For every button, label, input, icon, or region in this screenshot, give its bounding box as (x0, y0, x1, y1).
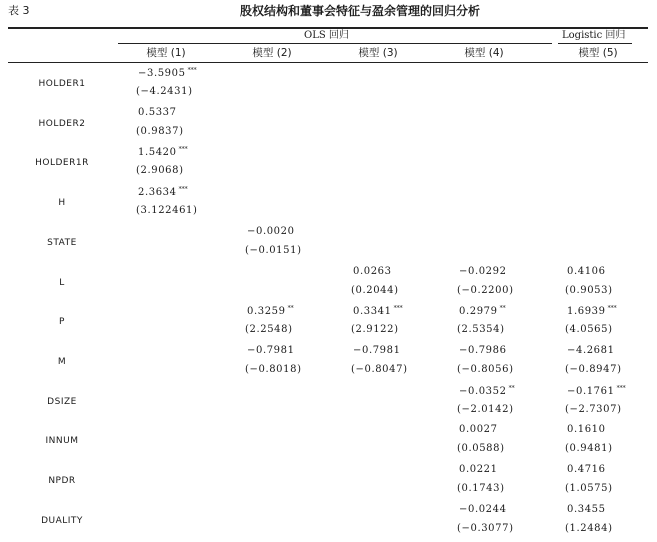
t-statistic-value: (2.5354) (457, 324, 505, 336)
t-statistic-value: (−2.0142) (457, 403, 514, 415)
logistic-group-rule (558, 43, 632, 44)
variable-label: HOLDER2 (38, 118, 86, 129)
t-statistic-value: (−0.8047) (351, 363, 408, 375)
coefficient-value: −0.7981 (353, 344, 401, 356)
significance-stars: ** (499, 305, 506, 313)
t-statistic-value: (−0.8056) (457, 363, 514, 375)
variable-label: INNUM (45, 436, 79, 447)
t-statistic-value: (3.122461) (136, 205, 198, 217)
t-statistic-value: (−2.7307) (565, 403, 622, 415)
t-statistic-value: (0.9837) (136, 125, 184, 137)
t-statistic-value: (−0.2200) (457, 284, 514, 296)
coefficient-value: −0.7986 (459, 344, 507, 356)
coefficient-value: 0.0027 (459, 424, 498, 436)
coefficient-value: −0.1761 *** (567, 384, 626, 397)
coefficient-value: 1.6939 *** (567, 305, 617, 318)
coefficient-value: −0.0352 ** (459, 384, 515, 397)
column-header-3: 模型 (3) (358, 47, 398, 59)
significance-stars: ** (508, 384, 515, 392)
table-number: 表 3 (8, 4, 30, 17)
variable-label: DSIZE (47, 396, 77, 407)
coefficient-value: −4.2681 (567, 344, 615, 356)
variable-label: NPDR (48, 476, 76, 486)
t-statistic-value: (4.0565) (565, 324, 613, 336)
table-title: 股权结构和董事会特征与盈余管理的回归分析 (240, 4, 481, 18)
top-rule (8, 27, 648, 29)
t-statistic-value: (−0.8947) (565, 363, 622, 375)
significance-stars: *** (616, 384, 626, 392)
t-statistic-value: (0.0588) (457, 443, 505, 455)
significance-stars: *** (178, 186, 188, 194)
coefficient-value: 0.1610 (567, 424, 606, 436)
coefficient-value: −0.0244 (459, 503, 507, 515)
significance-stars: *** (178, 146, 188, 154)
column-header-2: 模型 (2) (252, 47, 292, 59)
coefficient-value: 0.5337 (138, 106, 177, 118)
t-statistic-value: (2.9122) (351, 324, 399, 336)
t-statistic-value: (2.9068) (136, 165, 184, 177)
coefficient-value: 0.3341 *** (353, 305, 403, 318)
variable-label: DUALITY (41, 515, 83, 526)
coefficient-value: 0.0221 (459, 464, 498, 475)
coefficient-value: −0.0020 (247, 225, 295, 237)
column-header-5: 模型 (5) (578, 47, 618, 59)
significance-stars: *** (187, 67, 197, 74)
column-header-4: 模型 (4) (464, 47, 504, 59)
coefficient-value: 0.4106 (567, 265, 606, 277)
coefficient-value: −3.5905 *** (138, 67, 197, 79)
t-statistic-value: (1.2484) (565, 522, 613, 534)
logistic-group-label: Logistic 回归 (562, 30, 626, 41)
coefficient-value: 0.4716 (567, 464, 606, 475)
t-statistic-value: (1.0575) (565, 483, 613, 494)
variable-label: HOLDER1 (38, 79, 86, 89)
variable-label: H (58, 198, 66, 209)
coefficient-value: −0.7981 (247, 344, 295, 356)
significance-stars: ** (287, 305, 294, 313)
t-statistic-value: (−4.2431) (136, 86, 193, 97)
variable-label: M (57, 356, 67, 367)
t-statistic-value: (0.9053) (565, 284, 613, 296)
coefficient-value: 0.3259 ** (247, 305, 294, 318)
significance-stars: *** (607, 305, 617, 313)
variable-label: HOLDER1R (35, 158, 89, 169)
coefficient-value: 0.0263 (353, 265, 392, 277)
coefficient-value: 0.2979 ** (459, 305, 506, 318)
column-header-1: 模型 (1) (146, 47, 186, 59)
t-statistic-value: (0.2044) (351, 284, 399, 296)
t-statistic-value: (−0.0151) (245, 244, 302, 256)
coefficient-value: 2.3634 *** (138, 186, 188, 199)
coefficient-value: −0.0292 (459, 265, 507, 277)
ols-group-label: OLS 回归 (304, 30, 349, 41)
t-statistic-value: (−0.8018) (245, 363, 302, 375)
header-rule (8, 62, 648, 63)
variable-label: STATE (47, 237, 77, 248)
ols-group-rule (118, 43, 552, 44)
t-statistic-value: (2.2548) (245, 324, 293, 336)
t-statistic-value: (0.9481) (565, 443, 613, 455)
t-statistic-value: (−0.3077) (457, 522, 514, 534)
variable-label: P (59, 317, 65, 328)
significance-stars: *** (393, 305, 403, 313)
coefficient-value: 0.3455 (567, 503, 606, 515)
t-statistic-value: (0.1743) (457, 483, 505, 494)
variable-label: L (59, 277, 65, 288)
coefficient-value: 1.5420 *** (138, 146, 188, 159)
